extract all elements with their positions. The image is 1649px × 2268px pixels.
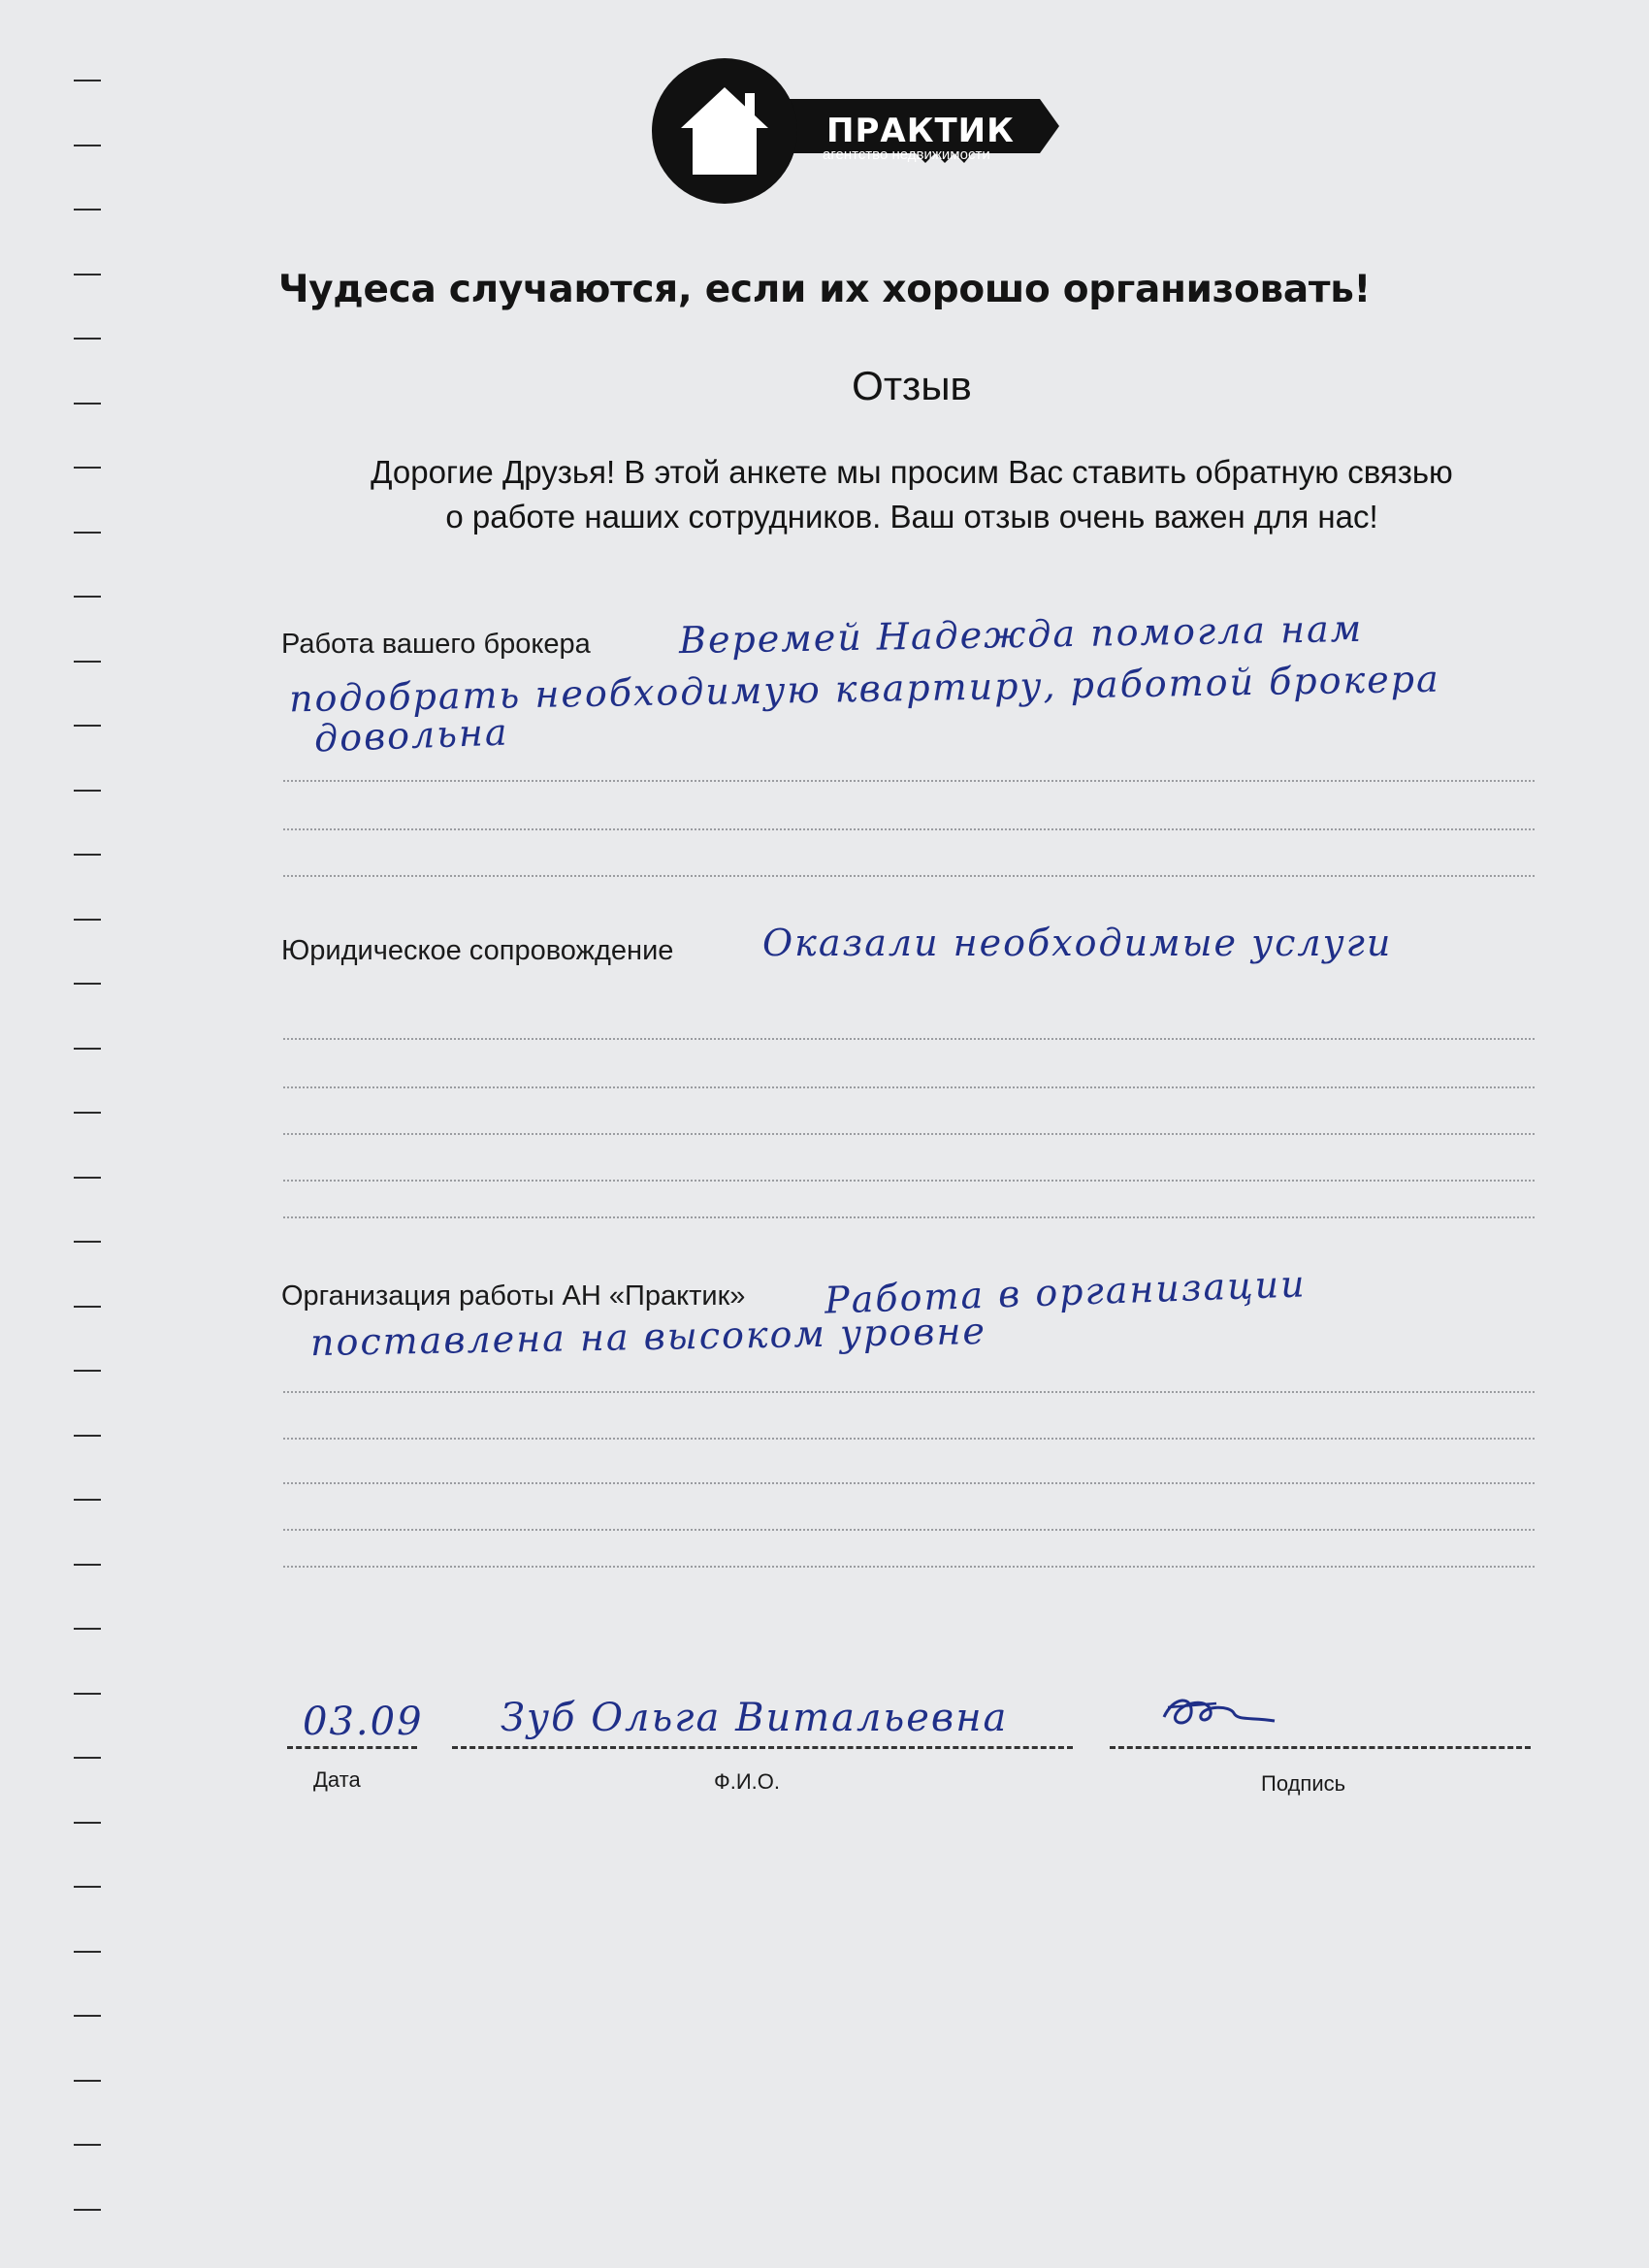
form-title: Отзыв: [852, 363, 972, 408]
answer-line: [283, 780, 1535, 782]
margin-dash: [74, 725, 101, 727]
signature-field: [1110, 1746, 1531, 1749]
margin-dash: [74, 1886, 101, 1888]
date-caption: Дата: [313, 1767, 361, 1792]
legal-label: Юридическое сопровождение: [281, 935, 674, 966]
margin-dash: [74, 1370, 101, 1372]
margin-dash: [74, 1757, 101, 1759]
date-field: [287, 1746, 417, 1749]
margin-dash: [74, 1241, 101, 1243]
logo-subtitle: агентство недвижимости: [823, 146, 990, 163]
slogan: Чудеса случаются, если их хорошо организовать!: [277, 268, 1372, 311]
answer-line: [283, 1038, 1535, 1040]
margin-dash: [74, 467, 101, 469]
broker-answer-line-3: довольна: [313, 710, 510, 761]
margin-dash: [74, 1306, 101, 1308]
intro-text: [262, 450, 1562, 539]
margin-dash: [74, 145, 101, 146]
company-logo: [652, 58, 1059, 204]
legal-answer-line-1: Оказали необходимые услуги: [762, 922, 1393, 964]
margin-dash: [74, 1048, 101, 1050]
name-field: [452, 1746, 1073, 1749]
answer-line: [283, 1180, 1535, 1182]
handwritten-signature: [1154, 1688, 1280, 1736]
answer-line: [283, 1086, 1535, 1088]
organization-answer-line-2: поставлена на высоком уровне: [309, 1309, 987, 1365]
name-value: Зуб Ольга Витальевна: [501, 1696, 1009, 1740]
organization-label: Организация работы АН «Практик»: [281, 1280, 746, 1312]
margin-dash: [74, 2080, 101, 2082]
margin-dash: [74, 2015, 101, 2017]
margin-dash: [74, 1112, 101, 1114]
margin-dash: [74, 596, 101, 598]
margin-dash: [74, 983, 101, 985]
answer-line: [283, 1133, 1535, 1135]
answer-line: [283, 1216, 1535, 1218]
margin-dash: [74, 1177, 101, 1179]
margin-dash: [74, 1435, 101, 1437]
answer-line: [283, 1566, 1535, 1568]
margin-dash: [74, 532, 101, 534]
margin-dash: [74, 661, 101, 663]
margin-dash: [74, 1499, 101, 1501]
answer-line: [283, 1529, 1535, 1531]
organization-answer-line-1: Работа в организации: [824, 1262, 1308, 1322]
margin-dash: [74, 80, 101, 81]
margin-dash: [74, 1693, 101, 1695]
margin-dashes: [0, 0, 116, 2268]
answer-line: [283, 1482, 1535, 1484]
margin-dash: [74, 209, 101, 211]
margin-dash: [74, 1628, 101, 1630]
answer-line: [283, 1438, 1535, 1440]
margin-dash: [74, 919, 101, 921]
broker-answer-line-1: Веремей Надежда помогла нам: [678, 606, 1364, 663]
intro-line-2: о работе наших сотрудников. Ваш отзыв очень важен для нас!: [445, 499, 1378, 535]
date-value: 03.09: [303, 1700, 424, 1744]
name-caption: Ф.И.О.: [714, 1769, 780, 1794]
answer-line: [283, 828, 1535, 830]
signature-caption: Подпись: [1261, 1771, 1346, 1796]
intro-line-1: Дорогие Друзья! В этой анкете мы просим Вас ставить обратную связью: [371, 454, 1453, 490]
margin-dash: [74, 1951, 101, 1953]
answer-line: [283, 1391, 1535, 1393]
margin-dash: [74, 854, 101, 856]
margin-dash: [74, 2144, 101, 2146]
broker-label: Работа вашего брокера: [281, 629, 591, 660]
margin-dash: [74, 1564, 101, 1566]
logo-brand: ПРАКТИК: [826, 112, 1015, 150]
margin-dash: [74, 338, 101, 340]
margin-dash: [74, 790, 101, 792]
margin-dash: [74, 2209, 101, 2211]
margin-dash: [74, 1822, 101, 1824]
answer-line: [283, 875, 1535, 877]
broker-answer-line-2: подобрать необходимую квартиру, работой брокера: [288, 657, 1441, 721]
